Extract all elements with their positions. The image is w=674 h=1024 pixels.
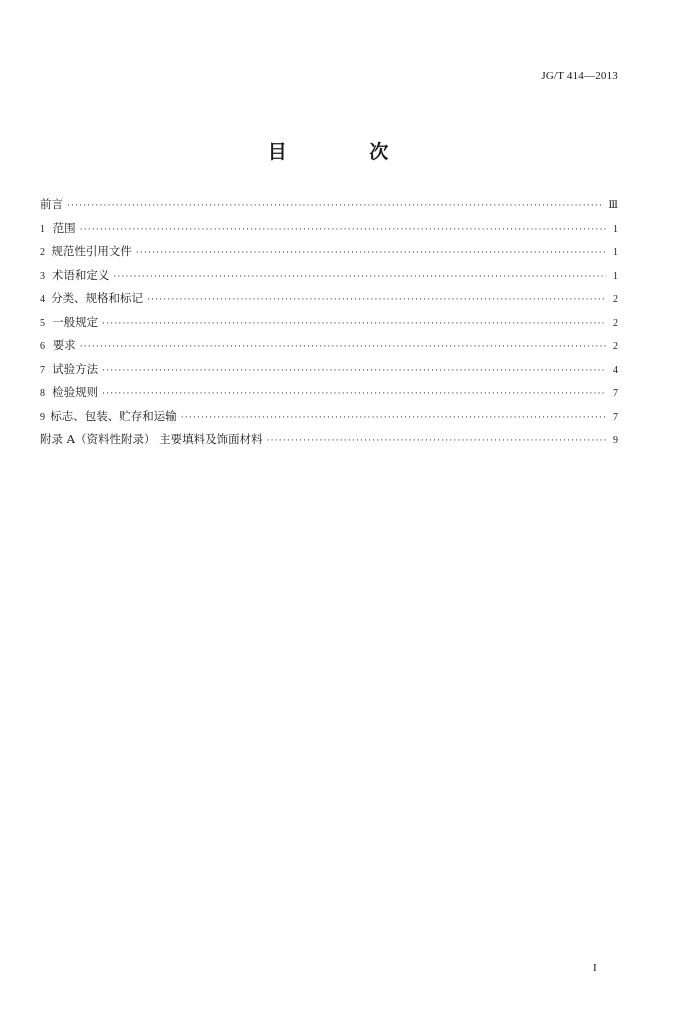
toc-entry-number: 6: [40, 341, 45, 352]
toc-entry-number: 1: [40, 223, 45, 235]
toc-dot-leader: [102, 389, 606, 399]
toc-dot-leader: [181, 413, 606, 423]
toc-entry-foreword[interactable]: [40, 196, 618, 220]
toc-dot-leader: [136, 248, 606, 258]
toc-dot-leader: [102, 366, 606, 376]
toc-entry-scope[interactable]: [40, 220, 618, 244]
toc-entry-label: 分类、规格和标记: [51, 291, 144, 305]
toc-entry-label: 标志、包装、贮存和运输: [50, 408, 177, 423]
toc-entry-marking-packaging[interactable]: [40, 408, 618, 432]
toc-entry-number: 9: [40, 411, 45, 423]
toc-entry-page: 1: [613, 270, 618, 282]
toc-entry-label: 术语和定义: [51, 267, 110, 282]
toc-entry-label: 检验规则: [52, 385, 99, 399]
toc-entry-label: 附录 A（资料性附录） 主要填料及饰面材料: [40, 432, 263, 446]
toc-entry-page: 4: [613, 364, 618, 376]
toc-entry-classification[interactable]: [40, 290, 618, 314]
toc-entry-requirements[interactable]: [40, 337, 618, 361]
page-number: I: [593, 962, 597, 974]
toc-entry-page: 1: [613, 247, 618, 258]
toc-entry-page: 2: [613, 317, 618, 329]
document-code: JG/T 414—2013: [541, 70, 618, 82]
toc-entry-page: Ⅲ: [608, 200, 618, 211]
toc-entry-normative-references[interactable]: [40, 243, 618, 267]
toc-entry-annex-a[interactable]: [40, 431, 618, 455]
toc-entry-number: 7: [40, 364, 45, 376]
toc-list: [40, 196, 618, 455]
toc-entry-terms-definitions[interactable]: [40, 267, 618, 291]
toc-entry-number: 4: [40, 294, 45, 305]
toc-entry-label: 规范性引用文件: [51, 244, 132, 258]
toc-dot-leader: [113, 272, 606, 282]
toc-entry-label: 一般规定: [52, 314, 99, 329]
toc-entry-page: 7: [613, 411, 618, 423]
toc-entry-general-provisions[interactable]: [40, 314, 618, 338]
toc-entry-page: 9: [613, 435, 618, 446]
toc-dot-leader: [80, 225, 606, 235]
toc-entry-number: 2: [40, 247, 45, 258]
toc-dot-leader: [67, 201, 604, 211]
toc-entry-label: 范围: [52, 220, 76, 235]
toc-entry-page: 7: [613, 388, 618, 399]
toc-dot-leader: [147, 295, 606, 305]
toc-entry-page: 2: [613, 294, 618, 305]
toc-dot-leader: [80, 342, 606, 352]
toc-entry-page: 1: [613, 223, 618, 235]
toc-dot-leader: [267, 436, 606, 446]
toc-entry-test-methods[interactable]: [40, 361, 618, 385]
toc-title: 目 次: [267, 141, 427, 163]
toc-entry-number: 5: [40, 317, 45, 329]
toc-entry-label: 试验方法: [52, 361, 99, 376]
toc-dot-leader: [102, 319, 606, 329]
toc-entry-number: 3: [40, 270, 45, 282]
toc-entry-label: 要求: [52, 338, 76, 352]
toc-entry-page: 2: [613, 341, 618, 352]
toc-entry-inspection-rules[interactable]: [40, 384, 618, 408]
toc-entry-label: 前言: [40, 197, 63, 211]
toc-entry-number: 8: [40, 388, 45, 399]
